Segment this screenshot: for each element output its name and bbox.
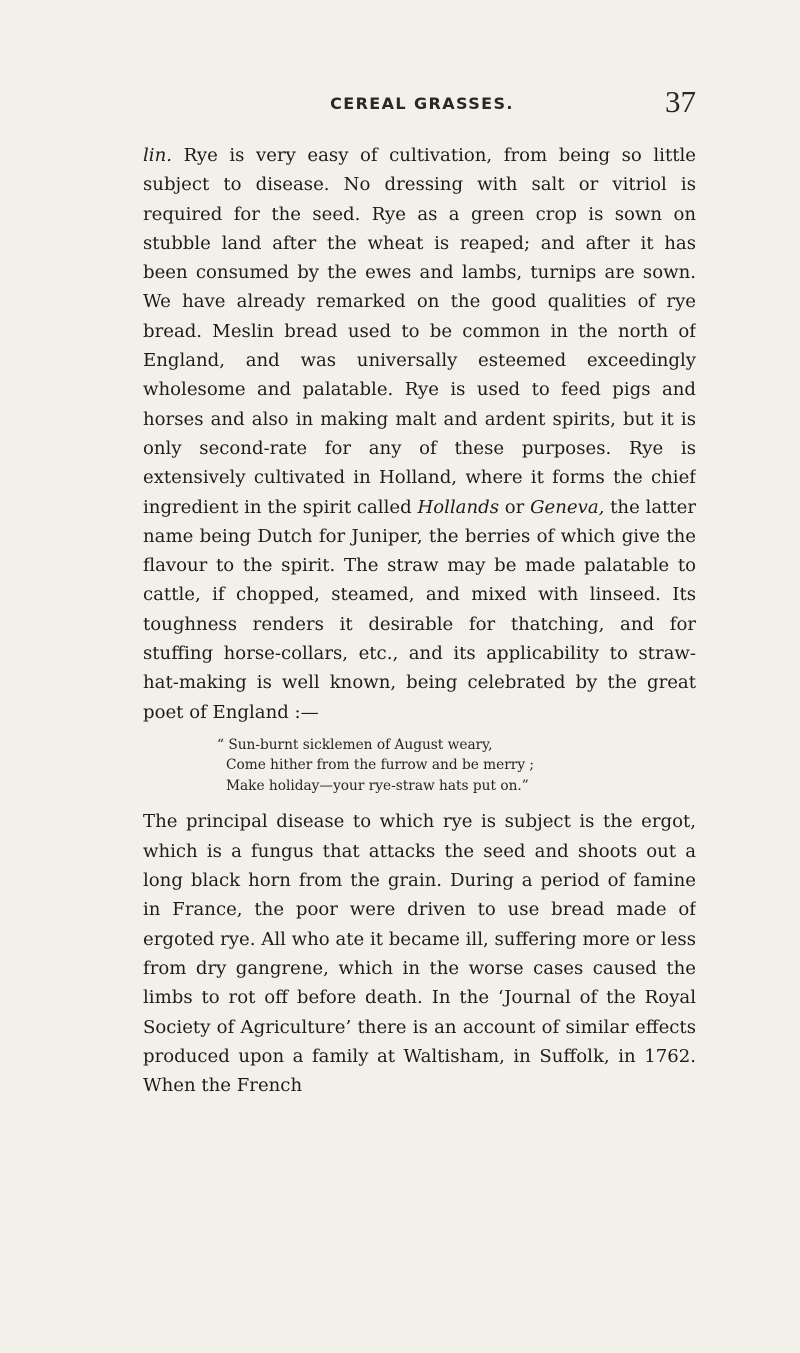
poem-line-2: Come hither from the furrow and be merry ; [226,757,535,774]
paragraph-text-part-1: Rye is very easy of cultivation, from being so little subject to disease. No dressing with salt or vitriol is required for the seed. Rye as a green crop is sown on stubble land after the wheat is reaped; and after it has been consumed by the ewes and lambs, turnips are sown. We have already remarked on the good qualities of rye bread. Meslin bread used to be common in the north of England, and was universally esteemed exceedingly wholesome and palatable. Rye is used to feed pigs and horses and also in making malt and ardent spirits, but it is only second-rate for any of these purposes. Rye is extensively cultivated in Holland, where it forms the chief ingredient in the spirit called [143,145,696,518]
poem-line-3: Make holiday—your rye-straw hats put on.” [226,777,529,794]
ergot-disease-paragraph: The principal disease to which rye is subject is the ergot, which is a fungus that attacks the seed and shoots out a long black horn from the grain. During a period of famine in France, the poor were driven to use bread made of ergoted rye. All who ate it became ill, suffering more or less from dry gangrene, which in the worse cases caused the limbs to rot off before death. In the ‘Journal of the Royal Society of Agriculture’ there is an account of similar effects produced upon a family at Waltisham, in Suffolk, in 1762. When the French [143,811,696,1097]
page-body [143,141,696,1331]
paragraph-text-part-2: or [499,496,531,518]
hollands-term: Hollands [417,496,499,518]
page-header [148,86,696,122]
poem-quote [217,735,696,797]
paragraph-intro: lin. [143,145,172,166]
rye-cultivation-paragraph [143,141,696,727]
page-number: 37 [665,84,696,119]
running-head: CEREAL GRASSES. [330,94,514,113]
geneva-term: Geneva, [530,496,605,518]
paragraph-text-part-3: the latter name being Dutch for Juniper, the berries of which give the flavour to the spirit. The straw may be made palatable to cattle, if chopped, steamed, and mixed with linseed. Its toughness renders it desirable for thatching, and for stuffing horse-collars, etc., and its applicability to straw-hat-making is well known, being celebrated by the great poet of England :— [143,496,696,723]
poem-line-1: “ Sun-burnt sicklemen of August weary, [217,736,493,753]
